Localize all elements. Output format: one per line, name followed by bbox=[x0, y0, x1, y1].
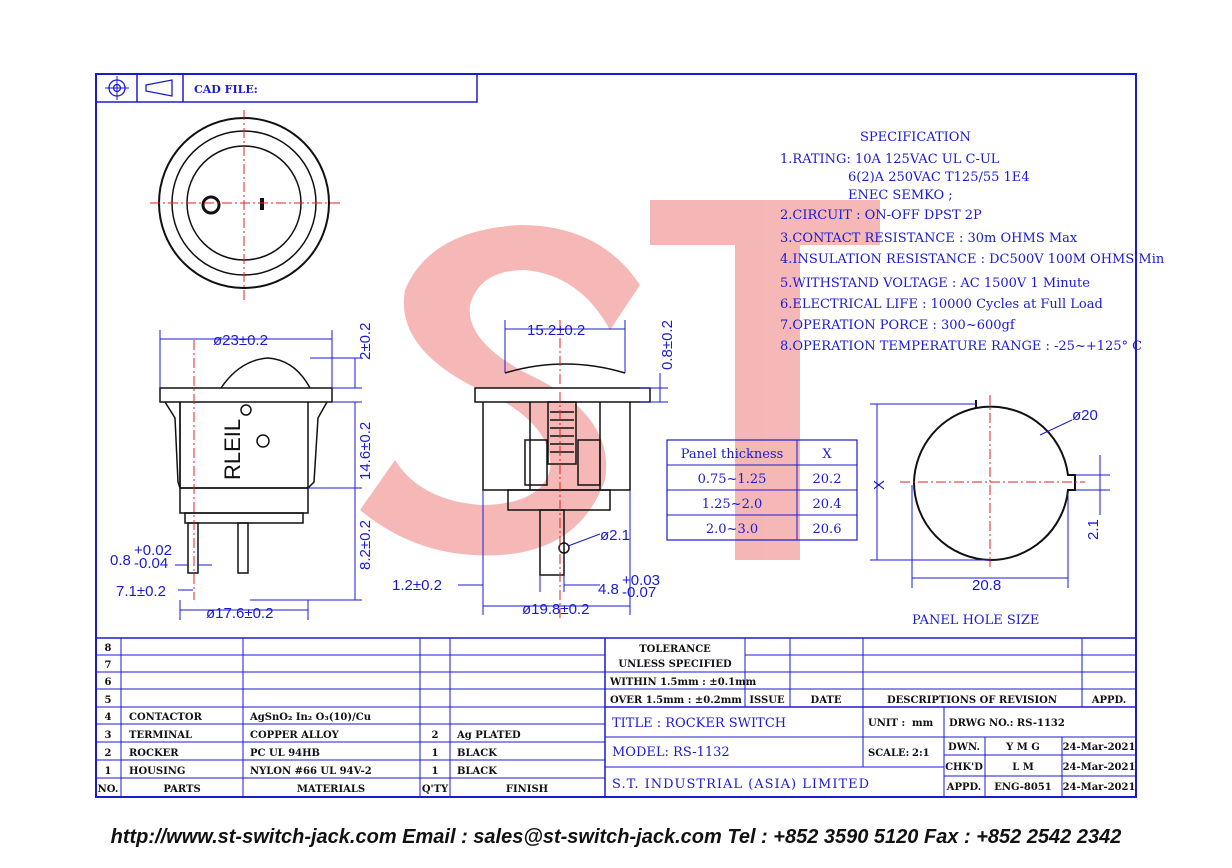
projection-cone-icon bbox=[146, 80, 172, 96]
rev-date: DATE bbox=[810, 695, 842, 706]
dim-d198: ø19.8±0.2 bbox=[522, 601, 590, 618]
model-text: MODEL: RS-1132 bbox=[612, 745, 730, 760]
appd-date: 24-Mar-2021 bbox=[1062, 782, 1136, 793]
side-dimensions bbox=[160, 330, 362, 620]
bom-h-finish: FINISH bbox=[505, 784, 549, 795]
unit-label: UNIT : bbox=[868, 718, 906, 729]
revision-text bbox=[609, 644, 1135, 793]
cad-header bbox=[96, 74, 477, 102]
scale-value: 2:1 bbox=[912, 748, 930, 759]
dwn-name: Y M G bbox=[1006, 742, 1040, 753]
appd-label: APPD. bbox=[946, 782, 982, 793]
unit-value: mm bbox=[912, 718, 934, 729]
appd-name: ENG-8051 bbox=[994, 782, 1052, 793]
panel-row1-t: 0.75~1.25 bbox=[697, 472, 767, 487]
dim-w152: 15.2±0.2 bbox=[527, 322, 586, 339]
specification bbox=[780, 130, 1165, 354]
spec-line-10: 8.OPERATION TEMPERATURE RANGE : -25~+125° C bbox=[780, 339, 1143, 354]
contact-footer: http://www.st-switch-jack.com Email : sales@st-switch-jack.com Tel : +852 3590 5120 Fax : +852 2542 2342 bbox=[110, 826, 1122, 848]
bom-text bbox=[98, 643, 549, 795]
bom-qty-1: 1 bbox=[431, 766, 439, 777]
title-text: TITLE : ROCKER SWITCH bbox=[612, 716, 787, 731]
spec-line-9: 7.OPERATION PORCE : 300~600gf bbox=[780, 318, 1015, 333]
panel-row1-x: 20.2 bbox=[812, 472, 842, 487]
dim-d21: ø2.1 bbox=[600, 527, 631, 544]
bom-fin-3: Ag PLATED bbox=[457, 730, 521, 741]
dim-d176: ø17.6±0.2 bbox=[206, 605, 274, 622]
company-name: S.T. INDUSTRIAL (ASIA) LIMITED bbox=[612, 777, 871, 792]
dim-d71: 7.1±0.2 bbox=[116, 583, 166, 600]
spec-line-8: 6.ELECTRICAL LIFE : 10000 Cycles at Full Load bbox=[780, 297, 1103, 312]
spec-line-5: 3.CONTACT RESISTANCE : 30m OHMS Max bbox=[780, 231, 1078, 246]
dim-h82: 8.2±0.2 bbox=[357, 520, 374, 570]
rev-issue: ISSUE bbox=[749, 695, 785, 706]
dim-d48-dn: -0.07 bbox=[622, 584, 657, 601]
bom-no-8: 8 bbox=[104, 643, 112, 654]
bom-fin-1: BLACK bbox=[457, 766, 497, 777]
panel-row2-t: 1.25~2.0 bbox=[701, 497, 763, 512]
panel-hole-label: PANEL HOLE SIZE bbox=[912, 613, 1040, 628]
dwn-label: DWN. bbox=[948, 742, 980, 753]
dim-pin: 0.8 bbox=[110, 552, 131, 569]
tol-title1: TOLERANCE bbox=[639, 644, 711, 655]
bom-no-5: 5 bbox=[104, 695, 112, 706]
bom-h-parts: PARTS bbox=[163, 784, 201, 795]
bom-mat-2: PC UL 94HB bbox=[250, 748, 321, 759]
rev-desc: DESCRIPTIONS OF REVISION bbox=[886, 695, 1058, 706]
bom-no-4: 4 bbox=[104, 712, 112, 723]
cad-file-label: CAD FILE: bbox=[194, 83, 258, 96]
bom-no-6: 6 bbox=[104, 677, 112, 688]
spec-line-4: 2.CIRCUIT : ON-OFF DPST 2P bbox=[780, 208, 982, 223]
spec-title: SPECIFICATION bbox=[860, 130, 971, 145]
spec-line-6: 4.INSULATION RESISTANCE : DC500V 100M OHMS Min bbox=[780, 252, 1165, 267]
chkd-name: L M bbox=[1012, 762, 1034, 773]
bom-h-qty: Q'TY bbox=[421, 784, 449, 795]
rev-appd: APPD. bbox=[1091, 695, 1127, 706]
dim-pin-tol-up: +0.02 bbox=[134, 542, 172, 559]
dim-hole-208: 20.8 bbox=[972, 577, 1002, 594]
side-view bbox=[160, 358, 332, 573]
bom-mat-1: NYLON #66 UL 94V-2 bbox=[250, 766, 372, 777]
chkd-label: CHK'D bbox=[945, 762, 983, 773]
spec-line-3: ENEC SEMKO ; bbox=[848, 188, 953, 203]
dim-hole-d: ø20 bbox=[1072, 407, 1098, 424]
brand-mark: RLEIL bbox=[220, 418, 245, 480]
panel-row3-t: 2.0~3.0 bbox=[705, 522, 759, 537]
dim-h146: 14.6±0.2 bbox=[357, 421, 374, 480]
dim-h2: 2±0.2 bbox=[357, 322, 374, 360]
bom-no-7: 7 bbox=[104, 660, 112, 671]
bom-part-1: HOUSING bbox=[129, 766, 186, 777]
drwg-no: DRWG NO.: RS-1132 bbox=[949, 718, 1065, 729]
bom-mat-4: AgSnO₂ In₂ O₃(10)/Cu bbox=[250, 712, 371, 723]
panel-header-x: X bbox=[822, 447, 832, 462]
dim-pin-tol-dn: -0.04 bbox=[134, 555, 169, 572]
scale-label: SCALE: bbox=[868, 748, 910, 759]
bom-part-2: ROCKER bbox=[129, 748, 179, 759]
bom-no-3: 3 bbox=[104, 730, 112, 741]
top-view bbox=[150, 110, 340, 300]
bom-mat-3: COPPER ALLOY bbox=[250, 730, 339, 741]
dim-d48-up: +0.03 bbox=[622, 572, 660, 589]
dim-h08: 0.8±0.2 bbox=[659, 320, 676, 370]
bom-no-1: 1 bbox=[104, 766, 112, 777]
spec-line-7: 5.WITHSTAND VOLTAGE : AC 1500V 1 Minute bbox=[780, 276, 1090, 291]
dim-d23: ø23±0.2 bbox=[213, 332, 268, 349]
spec-line-2: 6(2)A 250VAC T125/55 1E4 bbox=[848, 170, 1030, 185]
bom-h-no: NO. bbox=[97, 784, 119, 795]
dim-hole-21: 2.1 bbox=[1085, 519, 1102, 540]
panel-row3-x: 20.6 bbox=[812, 522, 842, 537]
bom-qty-2: 1 bbox=[431, 748, 439, 759]
panel-header-thickness: Panel thickness bbox=[680, 447, 784, 462]
panel-row2-x: 20.4 bbox=[812, 497, 842, 512]
dwn-date: 24-Mar-2021 bbox=[1062, 742, 1136, 753]
dim-d12: 1.2±0.2 bbox=[392, 577, 442, 594]
dim-hole-x: X bbox=[871, 479, 888, 490]
tol-over: OVER 1.5mm : ±0.2mm bbox=[610, 695, 742, 706]
dim-d48: 4.8 bbox=[598, 581, 619, 598]
bom-no-2: 2 bbox=[104, 748, 112, 759]
bom-h-materials: MATERIALS bbox=[296, 784, 366, 795]
bom-part-4: CONTACTOR bbox=[129, 712, 202, 723]
bom-fin-2: BLACK bbox=[457, 748, 497, 759]
bom-part-3: TERMINAL bbox=[129, 730, 193, 741]
tol-within: WITHIN 1.5mm : ±0.1mm bbox=[610, 677, 757, 688]
spec-line-1: 1.RATING: 10A 125VAC UL C-UL bbox=[780, 152, 1000, 167]
bom-qty-3: 2 bbox=[431, 730, 439, 741]
tol-title2: UNLESS SPECIFIED bbox=[618, 659, 732, 670]
chkd-date: 24-Mar-2021 bbox=[1062, 762, 1136, 773]
